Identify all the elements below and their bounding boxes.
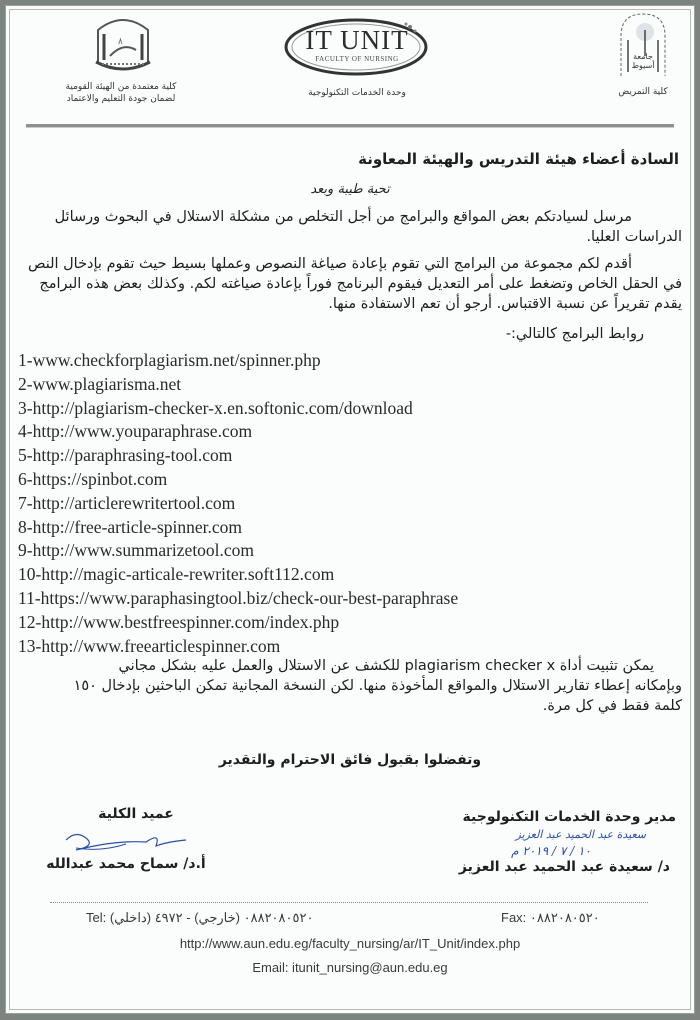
- assiut-university-logo: [617, 12, 669, 78]
- dean-title: عميد الكلية: [98, 806, 174, 822]
- dean-name: أ.د/ سماح محمد عبدالله: [46, 856, 206, 872]
- accreditation-emblem-icon: [88, 12, 158, 76]
- link-item[interactable]: 12-http://www.bestfreespinner.com/index.php: [18, 611, 340, 632]
- footer-email[interactable]: Email: itunit_nursing@aun.edu.eg: [252, 960, 448, 975]
- svg-text:٨: ٨: [118, 37, 123, 47]
- link-item[interactable]: 8-http://free-article-spinner.com: [18, 516, 243, 537]
- link-item[interactable]: 6-https://spinbot.com: [18, 468, 168, 489]
- letter-page: [5, 5, 695, 1014]
- header-divider: [26, 124, 674, 128]
- it-manager-name: د/ سعيدة عبد الحميد عبد العزيز: [458, 859, 670, 875]
- greeting: تحية طيبة وبعد: [310, 182, 390, 197]
- paragraph-3-line-2: وبإمكانه إعطاء تقارير الاستلال والمواقع المأخوذة منها. لكن النسخة المجانية تمكن الباحثين بإدخال ١٥٠: [73, 678, 682, 694]
- paragraph-3-line-1: يمكن تثبيت أداة plagiarism checker x للكشف عن الاستلال والعمل عليه بشكل مجاني: [118, 658, 654, 674]
- link-item[interactable]: 11-https://www.paraphasingtool.biz/check-our-best-paraphrase: [18, 587, 459, 608]
- link-item[interactable]: 3-http://plagiarism-checker-x.en.softonic.com/download: [18, 397, 413, 418]
- link-item[interactable]: 9-http://www.summarizetool.com: [18, 540, 255, 561]
- link-item[interactable]: 7-http://articlerewritertool.com: [18, 492, 236, 513]
- nursing-faculty-caption: كلية التمريض: [618, 87, 668, 97]
- paragraph-1: مرسل لسيادتكم بعض المواقع والبرامج من أجل التخلص من مشكلة الاستلال في البحوث ورسائل الدراسات العليا.: [54, 209, 682, 245]
- accreditation-logo: [88, 12, 158, 76]
- links-list: [18, 349, 458, 658]
- closing: وتفضلوا بقبول فائق الاحترام والتقدير: [218, 752, 482, 768]
- paragraph-2: أقدم لكم مجموعة من البرامج التي تقوم بإعادة صياغة النصوص وعملها بسيط حيث تقوم بإدخال النص في الحقل الخاص وتضغط على أمر التعديل فيقوم البرنامج فوراً بإعادة صياغته لكم. وكذلك بعض هذه البرامج يقدم تقريراً عن نسبة الاقتباس. أرجو أن تعم الاستفادة منها.: [27, 256, 682, 312]
- it-unit-logo: [282, 15, 432, 77]
- it-unit-subtitle: FACULTY OF NURSING: [315, 55, 399, 63]
- it-manager-title: مدير وحدة الخدمات التكنولوجية: [462, 809, 676, 825]
- links-intro: روابط البرامج كالتالي:-: [505, 326, 644, 342]
- it-unit-caption: وحدة الخدمات التكنولوجية: [308, 88, 406, 98]
- footer-website[interactable]: http://www.aun.edu.eg/faculty_nursing/ar/IT_Unit/index.php: [179, 936, 521, 951]
- addressee: السادة أعضاء هيئة التدريس والهيئة المعاونة: [358, 150, 679, 168]
- link-item[interactable]: 5-http://paraphrasing-tool.com: [18, 445, 233, 466]
- it-unit-title: IT UNIT: [305, 25, 409, 55]
- it-manager-handwritten-date: ١٠ / ٧ / ٢٠١٩ م: [511, 844, 591, 858]
- footer-divider: [50, 902, 648, 903]
- signature-scribble-icon: [56, 828, 196, 858]
- link-item[interactable]: 1-www.checkforplagiarism.net/spinner.php: [18, 350, 321, 370]
- link-item[interactable]: 2-www.plagiarisma.net: [18, 373, 182, 394]
- paragraph-3: [12, 656, 682, 716]
- dean-handwritten-signature: [56, 828, 196, 858]
- footer-fax: Fax: ٠٨٨٢٠٨٠٥٢٠: [501, 910, 600, 925]
- footer-tel: Tel: ٠٨٨٢٠٨٠٥٢٠ (خارجي) - ٤٩٧٢ (داخلي): [86, 910, 314, 925]
- accreditation-caption: كلية معتمدة من الهيئة القومية لضمان جودة التعليم والاعتماد: [65, 82, 177, 104]
- assiut-logo-text: جامعة أسيوط: [631, 52, 655, 70]
- link-item[interactable]: 4-http://www.youparaphrase.com: [18, 421, 253, 442]
- paragraph-3-line-3: كلمة فقط في كل مرة.: [542, 698, 682, 714]
- link-item[interactable]: 13-http://www.freearticlespinner.com: [18, 635, 281, 656]
- it-manager-handwritten-name: سعيدة عبد الحميد عبد العزيز: [515, 828, 646, 841]
- link-item[interactable]: 10-http://magic-articale-rewriter.soft112.com: [18, 564, 335, 585]
